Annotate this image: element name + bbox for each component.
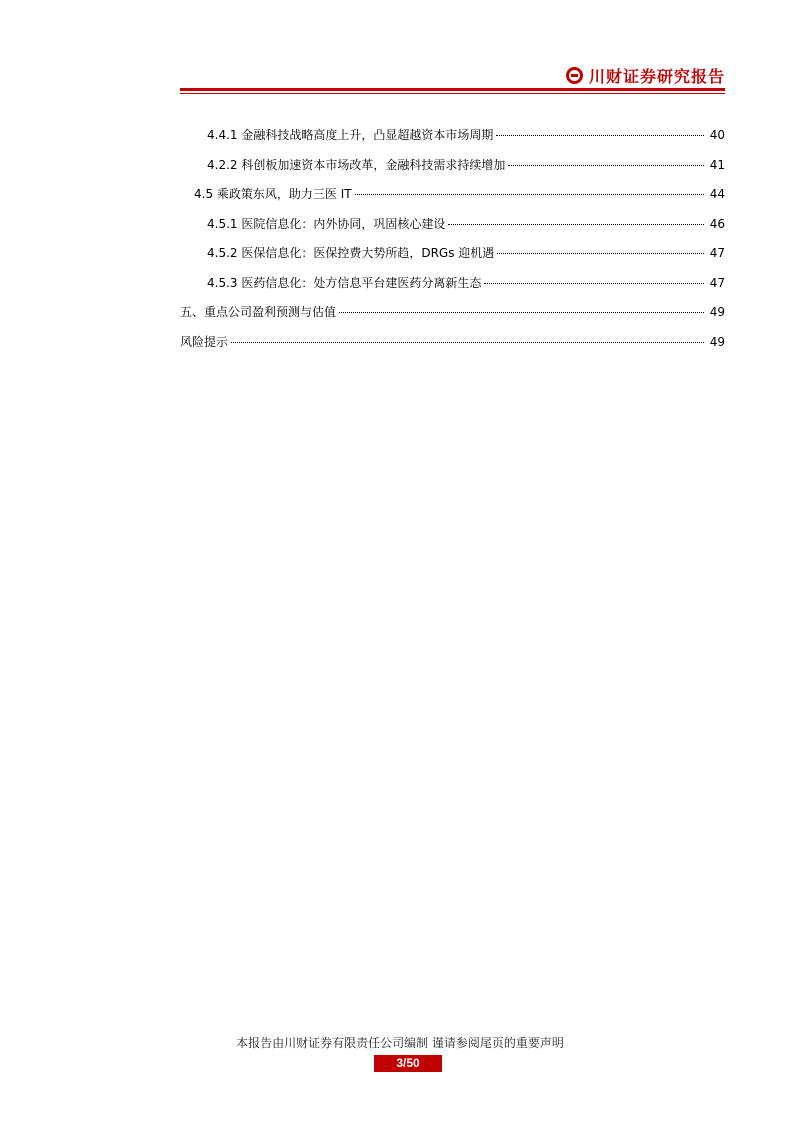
toc-dot-leader [496, 135, 704, 136]
toc-entry[interactable] [180, 185, 725, 215]
toc-entry[interactable] [180, 244, 725, 274]
toc-entry-title: 4.4.1 金融科技战略高度上升，凸显超越资本市场周期 [207, 128, 494, 142]
toc-entry-page: 41 [709, 157, 725, 172]
toc-entry-title: 风险提示 [180, 334, 229, 349]
toc-entry-page: 44 [709, 187, 725, 201]
toc-dot-leader [508, 165, 704, 166]
brand [566, 64, 725, 87]
toc-dot-leader [339, 312, 704, 313]
page-number-badge: 3/50 [374, 1055, 442, 1072]
toc-entry[interactable] [180, 215, 725, 245]
header-rule-thick [180, 88, 725, 91]
chuancai-logo-icon [566, 67, 583, 84]
header-rule-thin [180, 93, 725, 94]
toc-entry[interactable] [180, 126, 725, 156]
brand-name: 川财证券研究报告 [588, 67, 725, 86]
toc-entry-page: 49 [709, 305, 725, 319]
toc-entry-page: 47 [709, 246, 725, 260]
toc-entry-page: 49 [709, 334, 725, 349]
toc-entry-page: 40 [709, 128, 725, 142]
toc-entry[interactable] [180, 274, 725, 304]
toc-entry-title: 4.5.1 医院信息化：内外协同，巩固核心建设 [207, 216, 446, 231]
toc-entry-title: 4.5 乘政策东风，助力三医 IT [194, 187, 352, 201]
table-of-contents [180, 126, 725, 362]
toc-entry-title: 4.2.2 科创板加速资本市场改革，金融科技需求持续增加 [207, 157, 506, 172]
toc-dot-leader [231, 342, 704, 343]
toc-entry[interactable] [180, 333, 725, 363]
footer-disclaimer: 本报告由川财证券有限责任公司编制 谨请参阅尾页的重要声明 [236, 1036, 564, 1050]
toc-entry[interactable] [180, 303, 725, 333]
toc-entry-title: 五、重点公司盈利预测与估值 [180, 305, 337, 319]
toc-entry-page: 47 [709, 275, 725, 290]
toc-entry-page: 46 [709, 216, 725, 231]
toc-dot-leader [355, 194, 704, 195]
toc-entry[interactable] [180, 156, 725, 186]
toc-entry-title: 4.5.2 医保信息化：医保控费大势所趋，DRGs 迎机遇 [207, 246, 495, 260]
toc-dot-leader [484, 283, 704, 284]
toc-dot-leader [497, 253, 704, 254]
toc-entry-title: 4.5.3 医药信息化：处方信息平台建医药分离新生态 [207, 275, 482, 290]
toc-dot-leader [448, 224, 704, 225]
